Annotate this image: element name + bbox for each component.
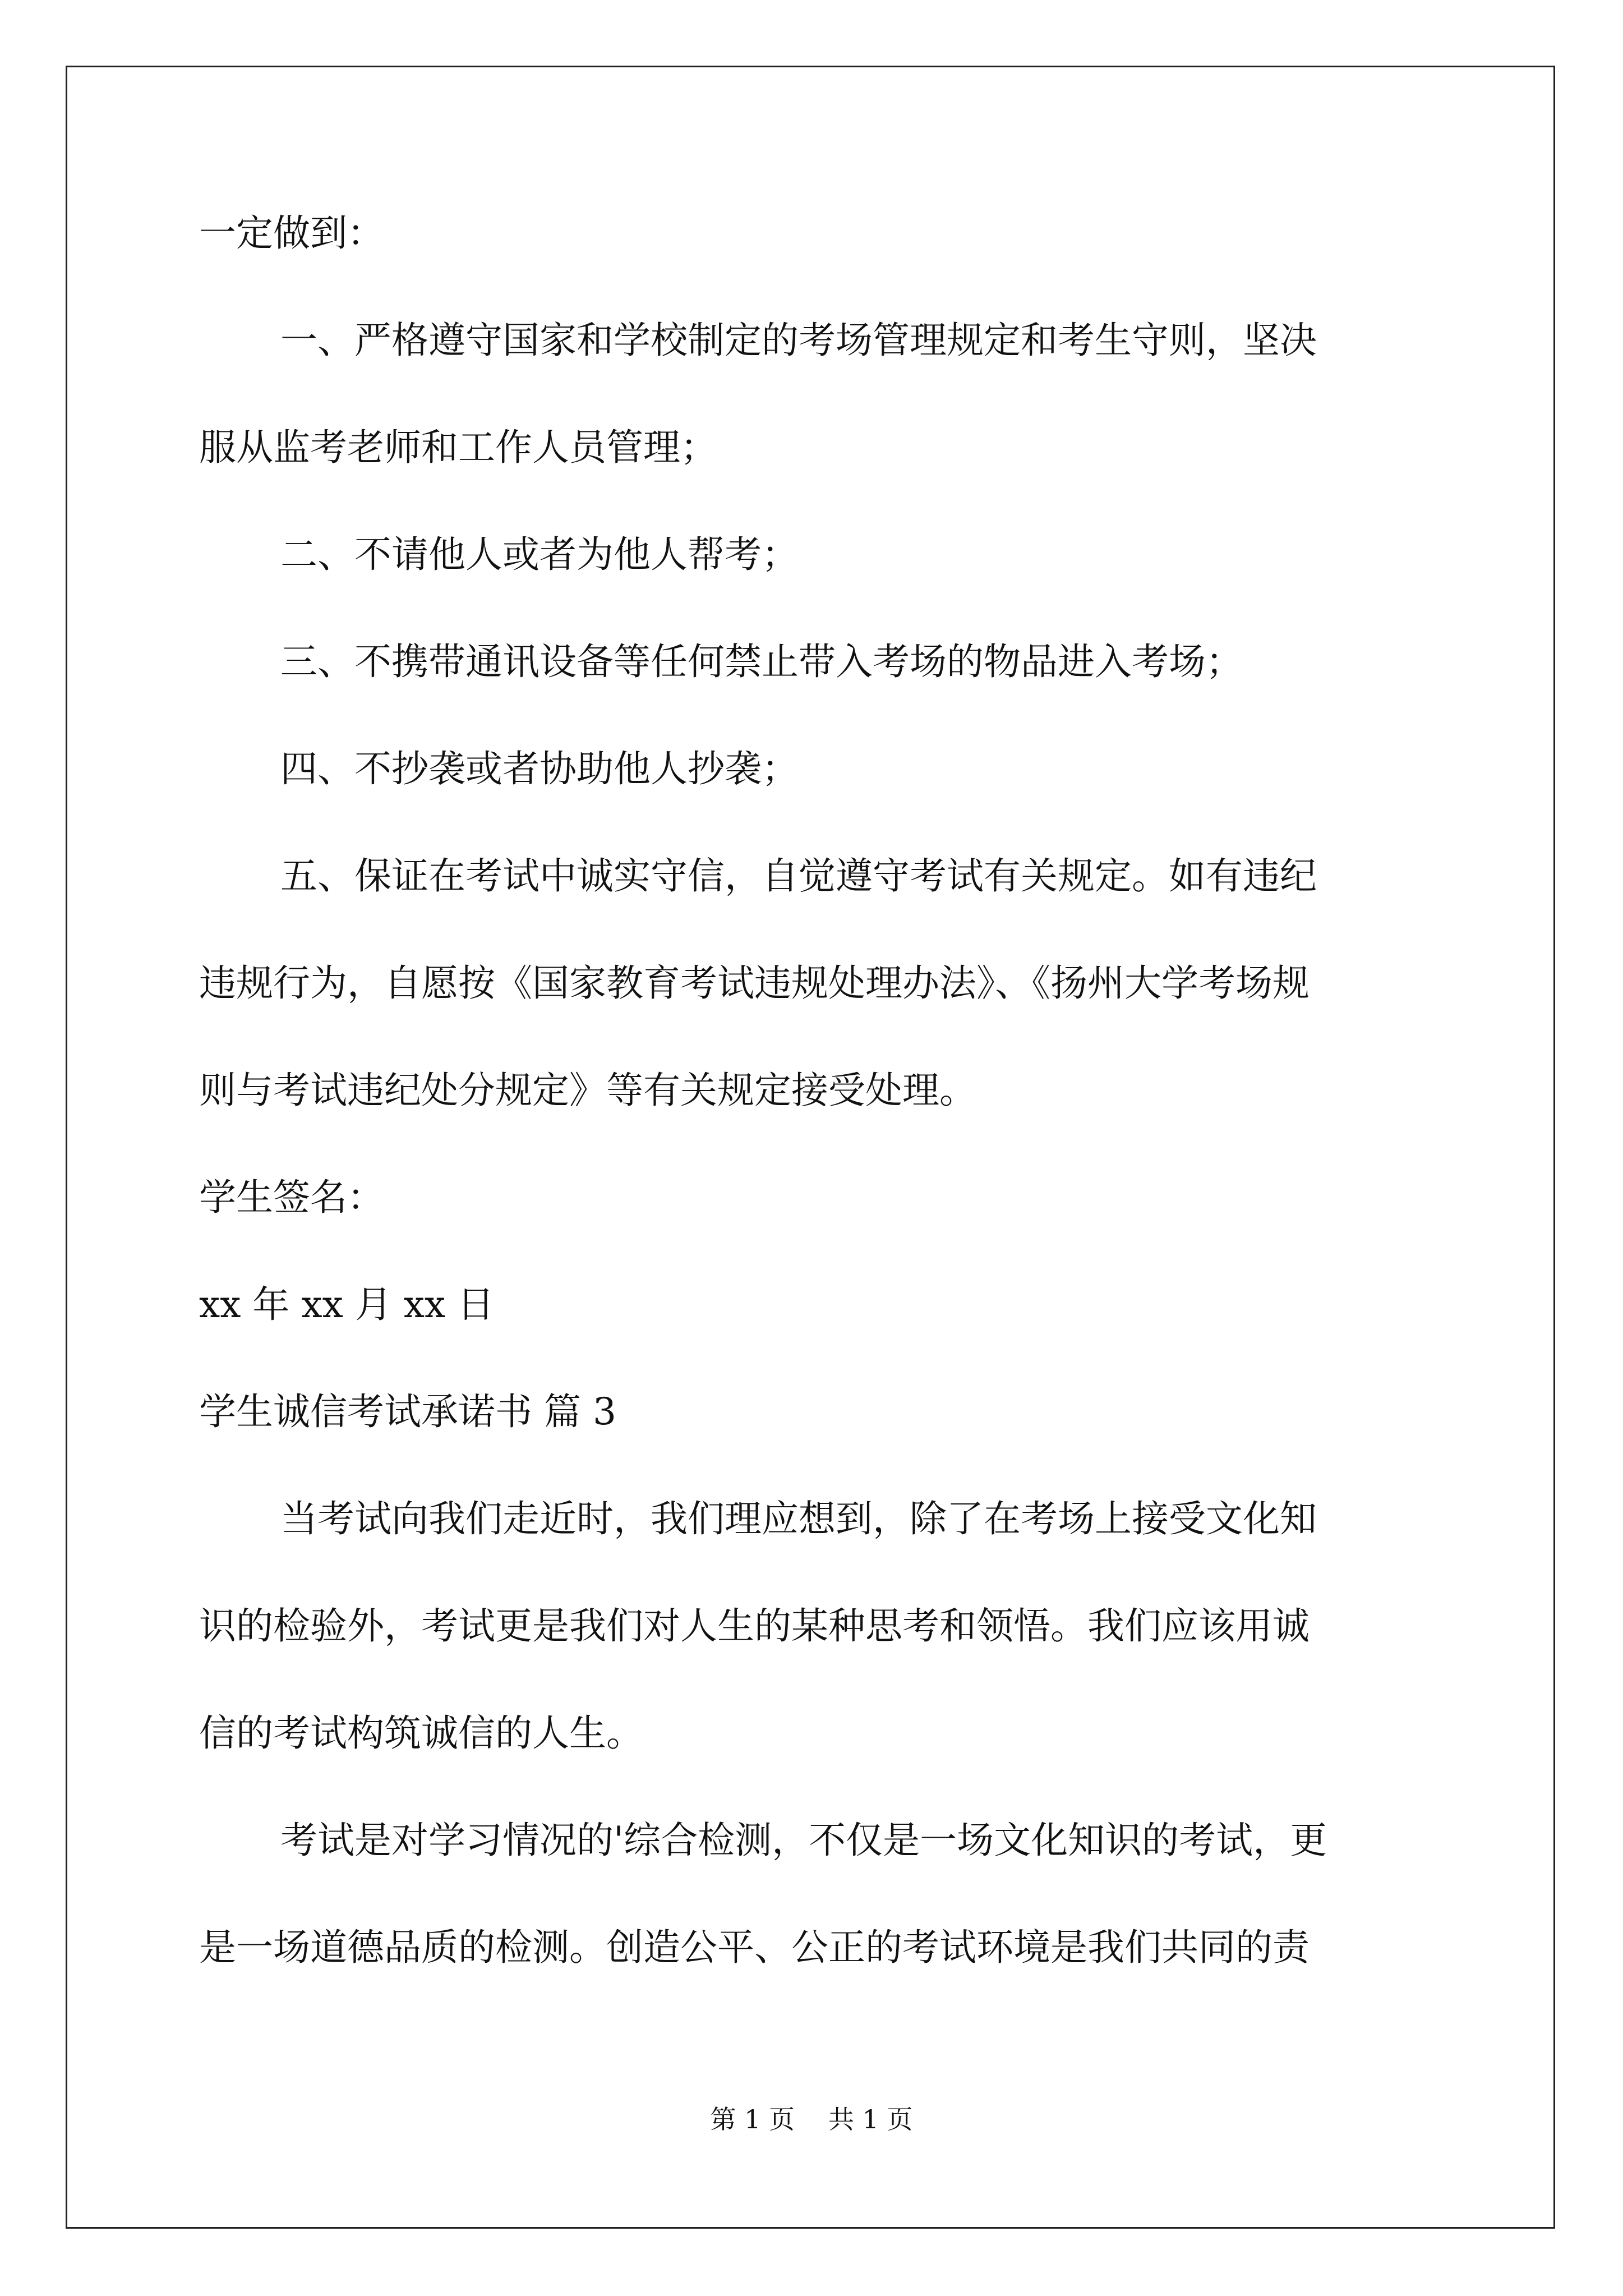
page-border — [66, 66, 1555, 2229]
page-total: 共 1 页 — [828, 2104, 913, 2134]
text-line: 当考试向我们走近时，我们理应想到，除了在考场上接受文化知 — [280, 1497, 1317, 1540]
text-line: 三、不携带通讯设备等任何禁止带入考场的物品进入考场； — [280, 640, 1243, 683]
text-line: 一定做到： — [199, 211, 384, 255]
text-line: 识的检验外，考试更是我们对人生的某种思考和领悟。我们应该用诚 — [199, 1604, 1310, 1648]
page-number: 第 1 页 — [710, 2104, 795, 2134]
text-line: 一、严格遵守国家和学校制定的考场管理规定和考生守则，坚决 — [280, 319, 1317, 362]
text-line: 考试是对学习情况的'综合检测，不仅是一场文化知识的考试，更 — [280, 1819, 1327, 1862]
text-line: 信的考试构筑诚信的人生。 — [199, 1711, 643, 1755]
date-line: xx 年 xx 月 xx 日 — [199, 1283, 495, 1326]
text-line: 服从监考老师和工作人员管理； — [199, 426, 717, 469]
signature-label: 学生签名： — [199, 1176, 384, 1219]
text-line: 是一场道德品质的检测。创造公平、公正的考试环境是我们共同的责 — [199, 1926, 1310, 1969]
page-footer — [0, 2102, 1623, 2136]
text-line: 则与考试违纪处分规定》等有关规定接受处理。 — [199, 1069, 976, 1112]
text-line: 违规行为，自愿按《国家教育考试违规处理办法》、《扬州大学考场规 — [199, 961, 1310, 1005]
text-line: 五、保证在考试中诚实守信，自觉遵守考试有关规定。如有违纪 — [280, 854, 1317, 898]
text-line: 四、不抄袭或者协助他人抄袭； — [280, 747, 799, 790]
section-heading: 学生诚信考试承诺书 篇 3 — [199, 1390, 616, 1433]
text-line: 二、不请他人或者为他人帮考； — [280, 533, 799, 576]
